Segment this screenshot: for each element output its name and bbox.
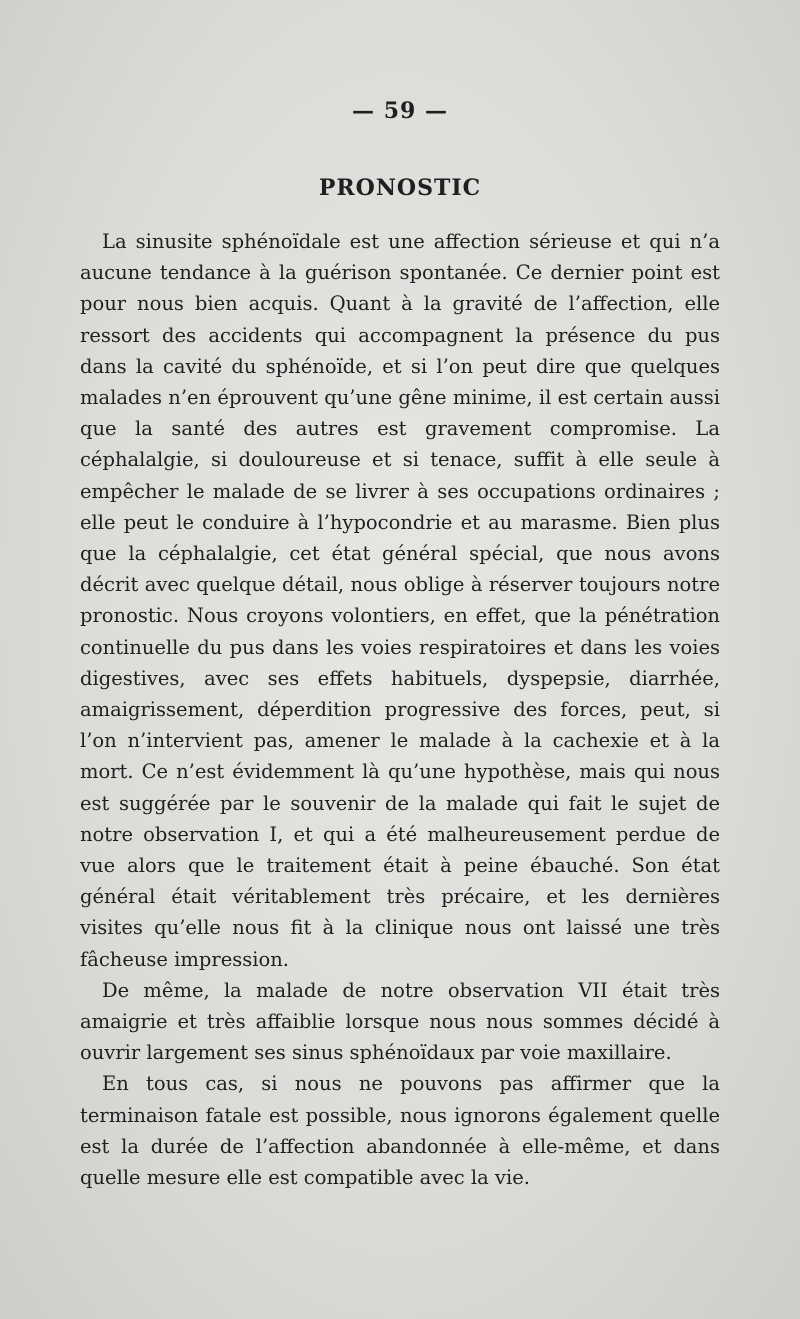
section-title: PRONOSTIC xyxy=(318,175,482,201)
paragraph-1: La sinusite sphénoïdale est une affection sérieuse et qui n’a aucune tendance à la guérison spontanée. Ce dernier point est pour nous bien acquis. Quant à la gravité de l’affection, elle ressort des accidents qui accompagnent la présence du pus dans la cavité du sphénoïde, et si l’on peut dire que quelques malades n’en éprouvent qu’une gêne minime, il est certain aussi que la santé des autres est gravement compromise. La céphalalgie, si douloureuse et si tenace, suffit à elle seule à empêcher le malade de se livrer à ses occupations ordinaires ; elle peut le conduire à l’hypocondrie et au marasme. Bien plus que la céphalalgie, cet état général spécial, que nous avons décrit avec quelque détail, nous oblige à réserver toujours notre pronostic. Nous croyons volontiers, en effet, que la pénétration continuelle du pus dans les voies respiratoires et dans les voies digestives, avec ses effets habituels, dyspepsie, diarrhée, amaigrissement, déperdition progressive des forces, peut, si l’on n’intervient pas, amener le malade à la cachexie et à la mort. Ce n’est évidemment là qu’une hypothèse, mais qui nous est suggérée par le souvenir de la malade qui fait le sujet de notre observation I, et qui a été malheureusement perdue de vue alors que le traitement était à peine ébauché. Son état général était véritablement très précaire, et les dernières visites qu’elle nous fit à la clinique nous ont laissé une très fâcheuse impression. xyxy=(80,230,720,971)
paragraph-2: De même, la malade de notre observation VII était très amaigrie et très affaiblie lorsque nous nous sommes décidé à ouvrir largement ses sinus sphénoïdaux par voie maxillaire. xyxy=(80,978,720,1065)
body-text xyxy=(80,226,720,1193)
page-number: — 59 — xyxy=(352,98,448,124)
paragraph-3: En tous cas, si nous ne pouvons pas affirmer que la terminaison fatale est possible, nous ignorons également quelle est la durée de l’affection abandonnée à elle-même, et dans quelle mesure elle est compatible avec la vie. xyxy=(80,1072,720,1190)
